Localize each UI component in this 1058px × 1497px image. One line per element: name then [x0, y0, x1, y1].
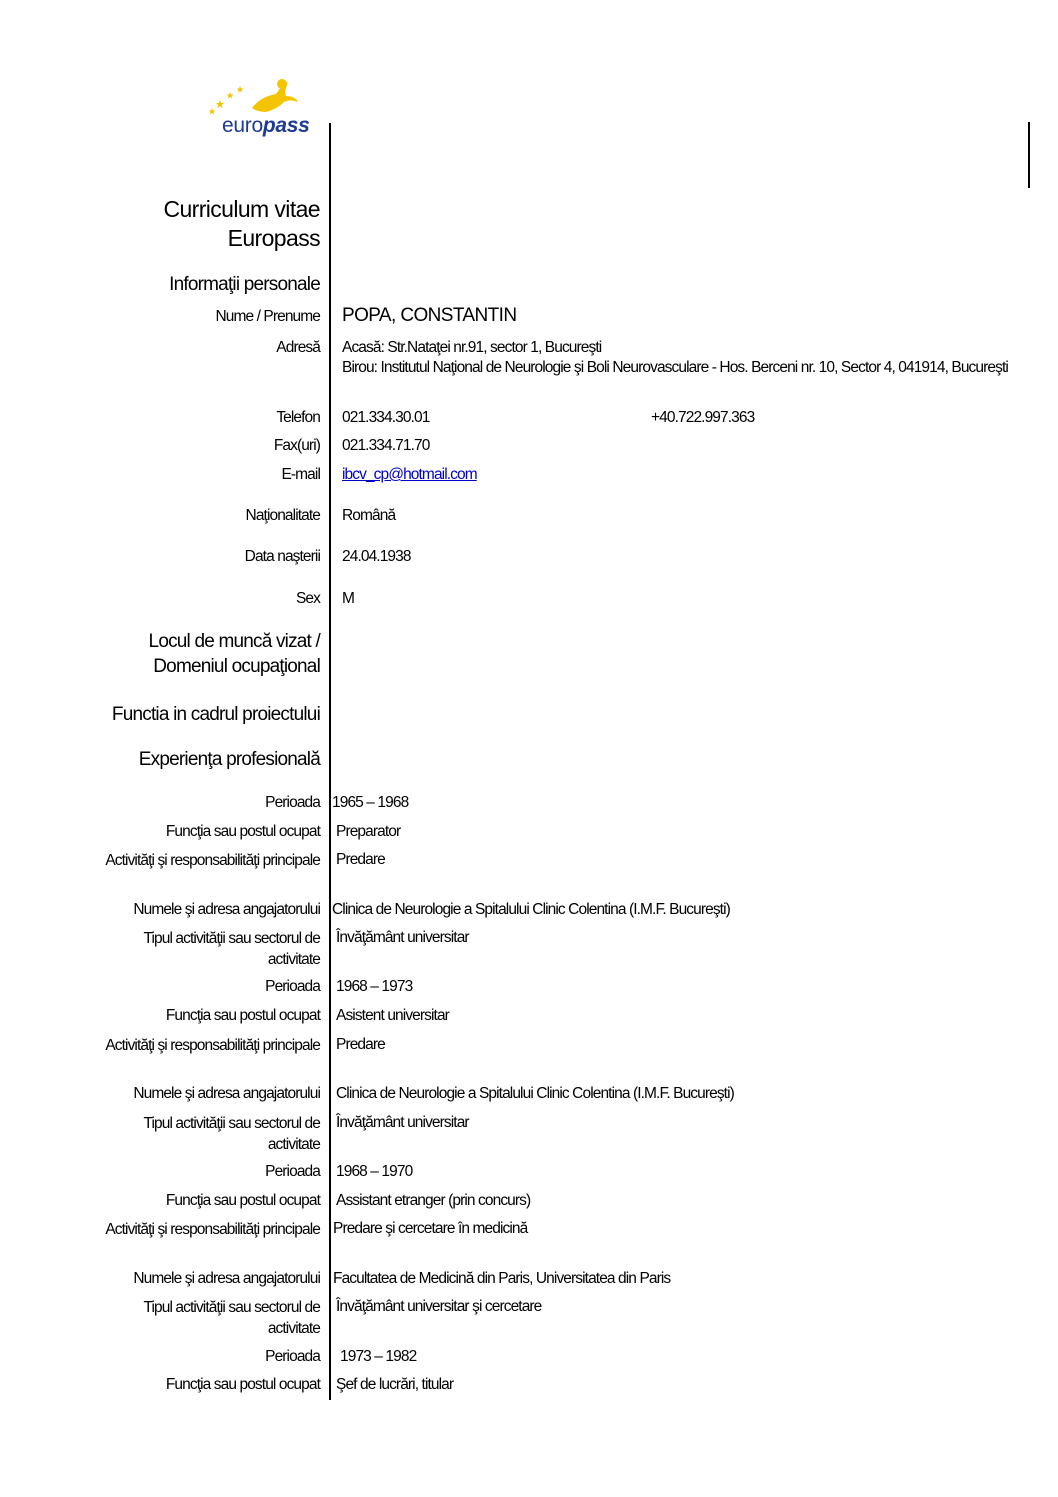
occupational-heading-line2: Domeniul ocupaţional	[153, 656, 320, 677]
exp1-sector-value: Învăţământ universitar	[336, 929, 469, 946]
exp3-sector-label: Tipul activităţii sau sectorul de activitate	[143, 1299, 320, 1337]
sex-value: M	[342, 590, 355, 607]
exp2-position-label: Funcţia sau postul ocupat	[165, 1007, 320, 1024]
exp1-activities-label: Activităţi şi responsabilităţi principale	[105, 852, 320, 869]
exp3-position-label: Funcţia sau postul ocupat	[165, 1192, 320, 1209]
sex-label: Sex	[295, 590, 320, 607]
exp2-activities-value: Predare	[336, 1036, 385, 1053]
exp1-position-label: Funcţia sau postul ocupat	[165, 823, 320, 840]
exp1-period-label: Perioada	[265, 794, 320, 811]
fax-label: Fax(uri)	[273, 437, 320, 454]
address-home: Acasă: Str.Nataţei nr.91, sector 1, Bucureşti	[342, 339, 602, 356]
address-work: Birou: Institutul Naţional de Neurologie şi Boli Neurovasculare - Hos. Berceni nr. 10, Sector 4, 041914, Bucureşti	[342, 359, 1008, 376]
exp2-employer-value: Clinica de Neurologie a Spitalului Clinic Colentina (I.M.F. Bucureşti)	[336, 1085, 734, 1102]
exp3-position-value: Assistant etranger (prin concurs)	[336, 1192, 531, 1209]
exp2-sector-label: Tipul activităţii sau sectorul de activitate	[143, 1115, 320, 1153]
fax-value: 021.334.71.70	[342, 437, 430, 454]
exp4-period-value: 1973 – 1982	[340, 1348, 417, 1365]
exp3-employer-label: Numele şi adresa angajatorului	[133, 1270, 320, 1287]
exp3-sector-value: Învăţământ universitar şi cercetare	[336, 1298, 542, 1315]
experience-heading: Experienţa profesională	[138, 749, 320, 770]
exp4-position-label: Funcţia sau postul ocupat	[165, 1376, 320, 1393]
exp1-activities-value: Predare	[336, 851, 385, 868]
exp3-period-value: 1968 – 1970	[336, 1163, 413, 1180]
nationality-value: Română	[342, 507, 396, 524]
right-margin-line	[1028, 122, 1030, 188]
exp2-activities-label: Activităţi şi responsabilităţi principale	[105, 1037, 320, 1054]
personal-info-heading: Informaţii personale	[169, 274, 320, 295]
email-link[interactable]: ibcv_cp@hotmail.com	[342, 466, 477, 483]
exp2-employer-label: Numele şi adresa angajatorului	[133, 1085, 320, 1102]
nationality-label: Naţionalitate	[245, 507, 320, 524]
occupational-heading-line1: Locul de muncă vizat /	[148, 631, 320, 652]
exp1-employer-value: Clinica de Neurologie a Spitalului Clinic Colentina (I.M.F. Bucureşti)	[332, 901, 730, 918]
name-value: POPA, CONSTANTIN	[342, 305, 517, 326]
europass-star-figure-icon	[200, 78, 328, 118]
exp1-sector-label: Tipul activităţii sau sectorul de activitate	[143, 930, 320, 968]
exp3-period-label: Perioada	[265, 1163, 320, 1180]
birth-date-label: Data naşterii	[244, 548, 320, 565]
phone-value-1: 021.334.30.01	[342, 409, 430, 426]
exp4-period-label: Perioada	[265, 1348, 320, 1365]
cv-title-line2: Europass	[227, 225, 320, 251]
project-role-heading: Functia in cadrul proiectului	[111, 704, 320, 725]
exp3-employer-value: Facultatea de Medicină din Paris, Universitatea din Paris	[333, 1270, 671, 1287]
exp1-employer-label: Numele şi adresa angajatorului	[133, 901, 320, 918]
email-label: E-mail	[281, 466, 320, 483]
main-divider-line	[329, 123, 331, 1400]
phone-value-2: +40.722.997.363	[651, 409, 755, 426]
europass-wordmark: europass	[222, 114, 310, 137]
exp1-period-value: 1965 – 1968	[332, 794, 409, 811]
exp4-position-value: Şef de lucrări, titular	[336, 1376, 454, 1393]
europass-logo	[200, 78, 328, 148]
birth-date-value: 24.04.1938	[342, 548, 411, 565]
exp2-period-value: 1968 – 1973	[336, 978, 413, 995]
address-label: Adresă	[276, 339, 320, 356]
exp2-period-label: Perioada	[265, 978, 320, 995]
exp3-activities-label: Activităţi şi responsabilităţi principale	[105, 1221, 320, 1238]
cv-title-line1: Curriculum vitae	[163, 196, 320, 222]
phone-label: Telefon	[276, 409, 320, 426]
exp3-activities-value: Predare şi cercetare în medicină	[333, 1220, 528, 1237]
exp2-position-value: Asistent universitar	[336, 1007, 449, 1024]
exp2-sector-value: Învăţământ universitar	[336, 1114, 469, 1131]
exp1-position-value: Preparator	[336, 823, 401, 840]
name-label: Nume / Prenume	[215, 308, 320, 325]
